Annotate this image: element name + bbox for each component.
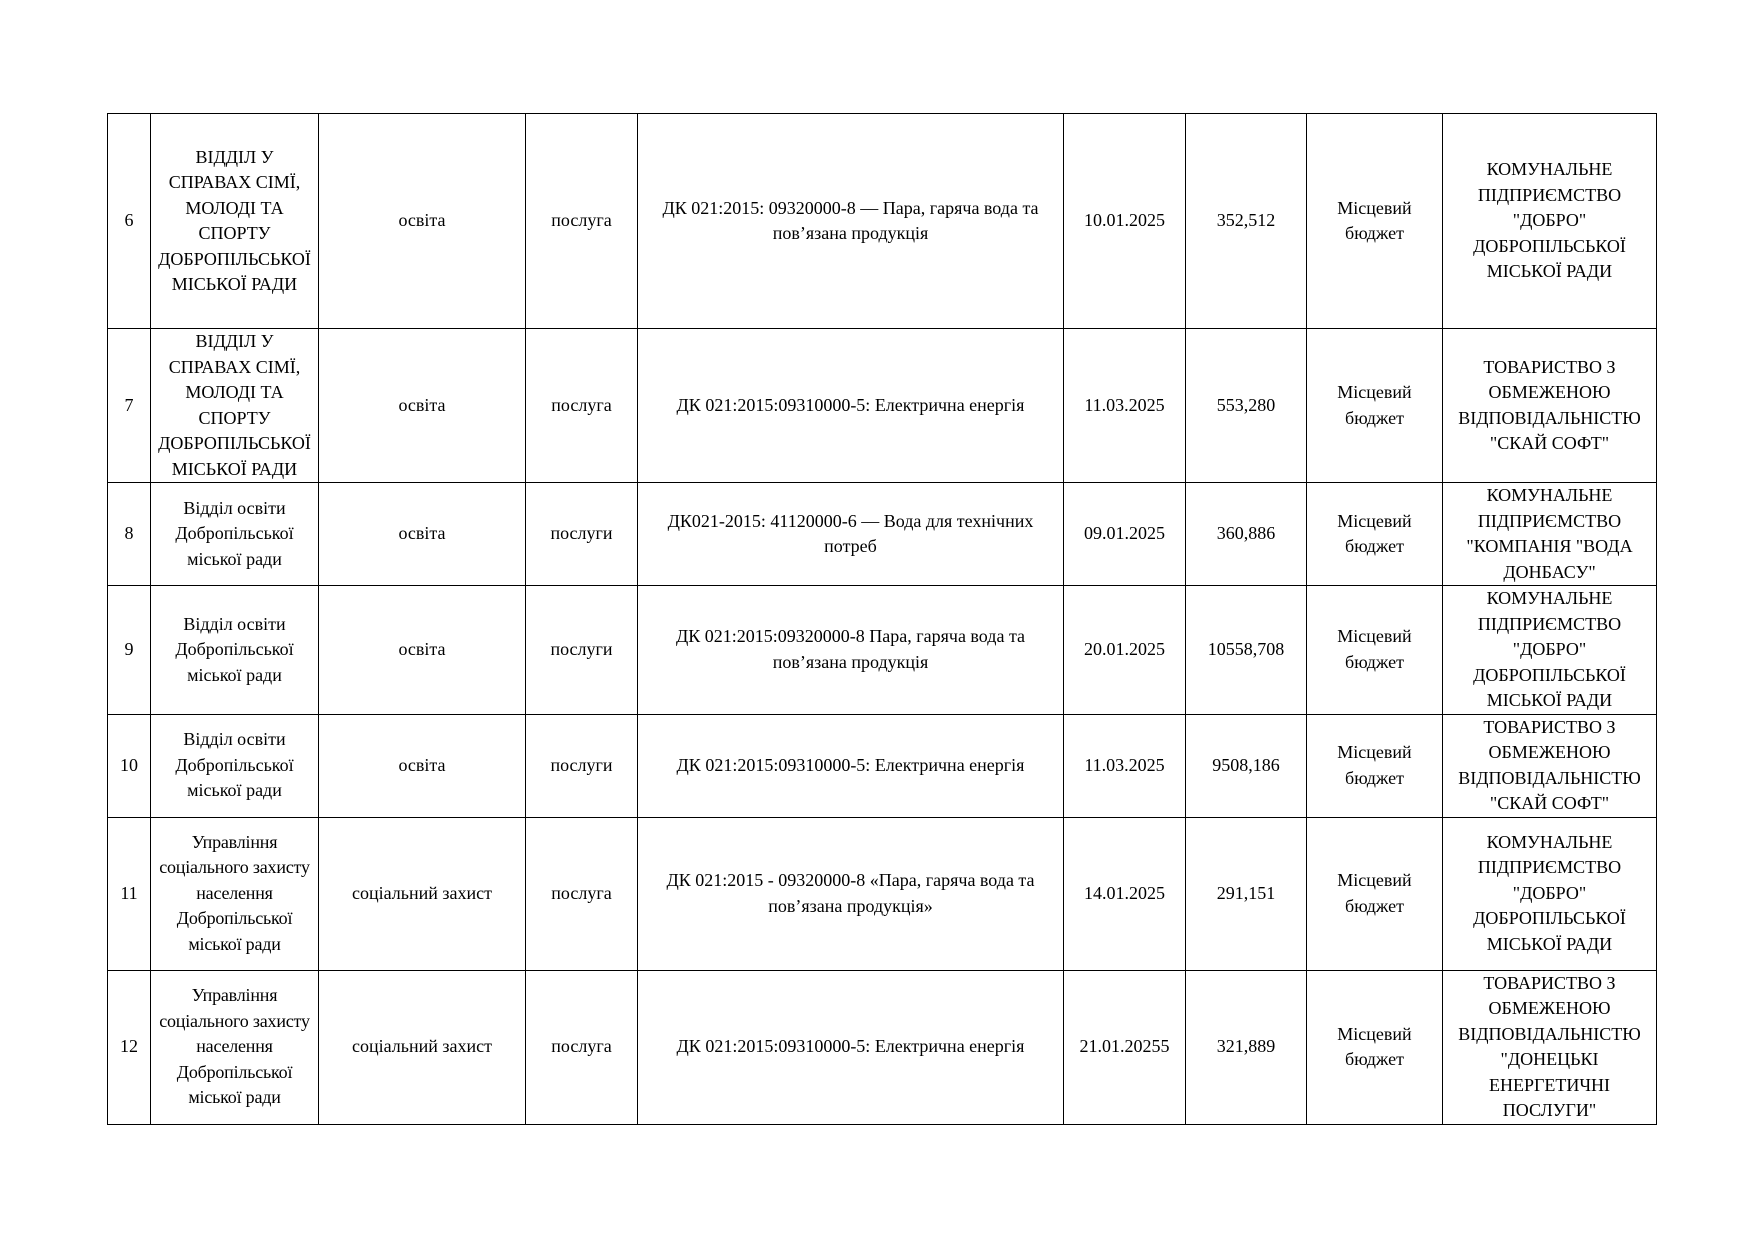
date-cell: 11.03.2025 [1064,714,1186,817]
customer-cell: ВІДДІЛ У СПРАВАХ СІМЇ, МОЛОДІ ТА СПОРТУ ДОБРОПІЛЬСЬКОЇ МІСЬКОЇ РАДИ [151,114,319,329]
cpv-cell: ДК 021:2015: 09320000-8 — Пара, гаряча вода та пов’язана продукція [638,114,1064,329]
table-row [108,483,1657,586]
cpv-cell: ДК 021:2015:09310000-5: Електрична енергія [638,714,1064,817]
procurement-table [107,113,1657,1125]
date-cell: 21.01.20255 [1064,970,1186,1124]
date-cell: 20.01.2025 [1064,586,1186,715]
customer-cell: Управління соціального захисту населення Добропільської міської ради [151,817,319,970]
amount-cell: 291,151 [1186,817,1307,970]
sector-cell: соціальний захист [319,970,526,1124]
amount-cell: 553,280 [1186,329,1307,483]
amount-cell: 10558,708 [1186,586,1307,715]
amount-cell: 352,512 [1186,114,1307,329]
type-cell: послуга [526,817,638,970]
customer-cell: ВІДДІЛ У СПРАВАХ СІМЇ, МОЛОДІ ТА СПОРТУ ДОБРОПІЛЬСЬКОЇ МІСЬКОЇ РАДИ [151,329,319,483]
supplier-cell: ТОВАРИСТВО З ОБМЕЖЕНОЮ ВІДПОВІДАЛЬНІСТЮ "СКАЙ СОФТ" [1443,329,1657,483]
sector-cell: освіта [319,114,526,329]
table-row [108,970,1657,1124]
customer-cell: Управління соціального захисту населення Добропільської міської ради [151,970,319,1124]
date-cell: 09.01.2025 [1064,483,1186,586]
budget-cell: Місцевий бюджет [1307,329,1443,483]
type-cell: послуги [526,586,638,715]
date-cell: 14.01.2025 [1064,817,1186,970]
sector-cell: соціальний захист [319,817,526,970]
budget-cell: Місцевий бюджет [1307,817,1443,970]
sector-cell: освіта [319,714,526,817]
supplier-cell: ТОВАРИСТВО З ОБМЕЖЕНОЮ ВІДПОВІДАЛЬНІСТЮ "ДОНЕЦЬКІ ЕНЕРГЕТИЧНІ ПОСЛУГИ" [1443,970,1657,1124]
customer-cell: Відділ освіти Добропільської міської ради [151,586,319,715]
type-cell: послуга [526,329,638,483]
cpv-cell: ДК 021:2015:09310000-5: Електрична енергія [638,970,1064,1124]
customer-cell: Відділ освіти Добропільської міської ради [151,483,319,586]
cpv-cell: ДК 021:2015:09320000-8 Пара, гаряча вода та пов’язана продукція [638,586,1064,715]
type-cell: послуга [526,114,638,329]
table-row [108,114,1657,329]
type-cell: послуги [526,714,638,817]
supplier-cell: КОМУНАЛЬНЕ ПІДПРИЄМСТВО "ДОБРО" ДОБРОПІЛЬСЬКОЇ МІСЬКОЇ РАДИ [1443,586,1657,715]
row-number: 9 [108,586,151,715]
supplier-cell: КОМУНАЛЬНЕ ПІДПРИЄМСТВО "ДОБРО" ДОБРОПІЛЬСЬКОЇ МІСЬКОЇ РАДИ [1443,114,1657,329]
budget-cell: Місцевий бюджет [1307,114,1443,329]
supplier-cell: КОМУНАЛЬНЕ ПІДПРИЄМСТВО "ДОБРО" ДОБРОПІЛЬСЬКОЇ МІСЬКОЇ РАДИ [1443,817,1657,970]
cpv-cell: ДК 021:2015:09310000-5: Електрична енергія [638,329,1064,483]
row-number: 7 [108,329,151,483]
supplier-cell: КОМУНАЛЬНЕ ПІДПРИЄМСТВО "КОМПАНІЯ "ВОДА ДОНБАСУ" [1443,483,1657,586]
budget-cell: Місцевий бюджет [1307,970,1443,1124]
date-cell: 10.01.2025 [1064,114,1186,329]
type-cell: послуга [526,970,638,1124]
sector-cell: освіта [319,483,526,586]
cpv-cell: ДК 021:2015 - 09320000-8 «Пара, гаряча вода та пов’язана продукція» [638,817,1064,970]
row-number: 8 [108,483,151,586]
budget-cell: Місцевий бюджет [1307,586,1443,715]
budget-cell: Місцевий бюджет [1307,483,1443,586]
table-row [108,817,1657,970]
row-number: 11 [108,817,151,970]
sector-cell: освіта [319,329,526,483]
date-cell: 11.03.2025 [1064,329,1186,483]
supplier-cell: ТОВАРИСТВО З ОБМЕЖЕНОЮ ВІДПОВІДАЛЬНІСТЮ "СКАЙ СОФТ" [1443,714,1657,817]
customer-cell: Відділ освіти Добропільської міської ради [151,714,319,817]
table-row [108,329,1657,483]
type-cell: послуги [526,483,638,586]
sector-cell: освіта [319,586,526,715]
row-number: 6 [108,114,151,329]
row-number: 10 [108,714,151,817]
budget-cell: Місцевий бюджет [1307,714,1443,817]
row-number: 12 [108,970,151,1124]
table-row [108,714,1657,817]
amount-cell: 321,889 [1186,970,1307,1124]
table-row [108,586,1657,715]
cpv-cell: ДК021-2015: 41120000-6 — Вода для технічних потреб [638,483,1064,586]
amount-cell: 9508,186 [1186,714,1307,817]
amount-cell: 360,886 [1186,483,1307,586]
